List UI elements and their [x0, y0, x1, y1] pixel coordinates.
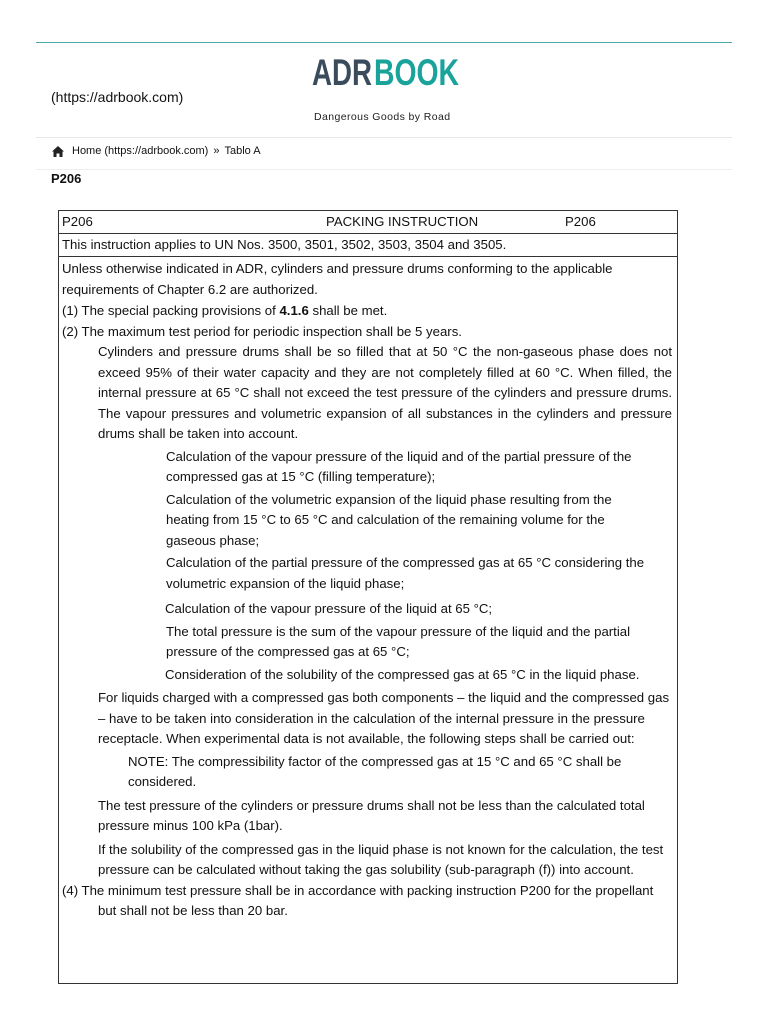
provision-4: (4) The minimum test pressure shall be in accordance with packing instruction P200 for the propellant but shall not be less than 20 bar.	[62, 882, 654, 918]
provision-1-pre: (1) The special packing provisions of	[62, 303, 280, 318]
breadcrumb-current[interactable]: Tablo A	[224, 145, 261, 157]
header-divider	[36, 137, 732, 138]
solubility-paragraph: If the solubility of the compressed gas in the liquid phase is not known for the calculation, the test pressure can be calculated without taking the gas solubility (sub-paragraph (f)) into account.	[98, 841, 664, 877]
breadcrumb-divider	[36, 169, 732, 170]
page-title: P206	[51, 171, 82, 186]
logo-text-book: BOOK	[374, 52, 460, 93]
note-paragraph: NOTE: The compressibility factor of the compressed gas at 15 °C and 65 °C shall be considered.	[128, 753, 622, 789]
logo-text-adr: ADR	[312, 52, 372, 93]
test-pressure-paragraph: The test pressure of the cylinders or pressure drums shall not be less than the calculated total pressure minus 100 kPa (1bar).	[98, 797, 645, 833]
provision-1	[62, 301, 674, 322]
step-a: Calculation of the vapour pressure of the liquid and of the partial pressure of the compressed gas at 15 °C (filling temperature);	[166, 448, 632, 484]
instruction-code-left: P206	[62, 214, 93, 229]
step-d: Calculation of the vapour pressure of the liquid at 65 °C;	[165, 601, 493, 616]
site-link[interactable]: (https://adrbook.com)	[51, 89, 184, 105]
step-f: Consideration of the solubility of the compressed gas at 65 °C in the liquid phase.	[165, 666, 640, 682]
step-c: Calculation of the partial pressure of the compressed gas at 65 °C considering the volumetric expansion of the liquid phase;	[166, 555, 645, 591]
filling-paragraph: Cylinders and pressure drums shall be so filled that at 50 °C the non-gaseous phase does not exceed 95% of their water capacity and they are not completely filled at 60 °C. When filled, the internal pressure at 65 °C shall not exceed the test pressure of the cylinders and pressure drums. The vapour pressures and volumetric expansion of all substances in the cylinders and pressure drums shall be taken into account.	[98, 344, 672, 441]
adrbook-logo[interactable]	[312, 52, 462, 92]
home-icon[interactable]	[52, 146, 64, 157]
provision-2: (2) The maximum test period for periodic inspection shall be 5 years.	[62, 323, 462, 339]
step-e: The total pressure is the sum of the vapour pressure of the liquid and the partial pressure of the compressed gas at 65 °C;	[166, 623, 631, 659]
provision-1-ref: 4.1.6	[279, 303, 309, 318]
instruction-heading: PACKING INSTRUCTION	[326, 214, 479, 229]
applies-row: This instruction applies to UN Nos. 3500, 3501, 3502, 3503, 3504 and 3505.	[59, 234, 677, 257]
liquids-paragraph: For liquids charged with a compressed gas both components – the liquid and the compressed gas – have to be taken into consideration in the calculation of the internal pressure in the pressure receptacle. When experimental data is not available, the following steps shall be carried out:	[98, 690, 670, 746]
instruction-header-row	[59, 211, 677, 234]
breadcrumb	[52, 145, 261, 157]
packing-instruction-table	[58, 210, 678, 984]
breadcrumb-separator: »	[213, 145, 220, 157]
provision-1-post: shall be met.	[308, 303, 388, 318]
tagline: Dangerous Goods by Road	[314, 111, 451, 123]
intro-paragraph: Unless otherwise indicated in ADR, cylinders and pressure drums conforming to the applicable requirements of Chapter 6.2 are authorized.	[62, 261, 613, 297]
top-rule	[36, 42, 732, 43]
instruction-body	[59, 257, 677, 922]
instruction-code-right: P206	[565, 214, 596, 229]
breadcrumb-home-link[interactable]: Home (https://adrbook.com)	[72, 145, 209, 157]
step-b: Calculation of the volumetric expansion of the liquid phase resulting from the heating from 15 °C to 65 °C and calculation of the remaining volume for the gaseous phase;	[166, 491, 612, 548]
